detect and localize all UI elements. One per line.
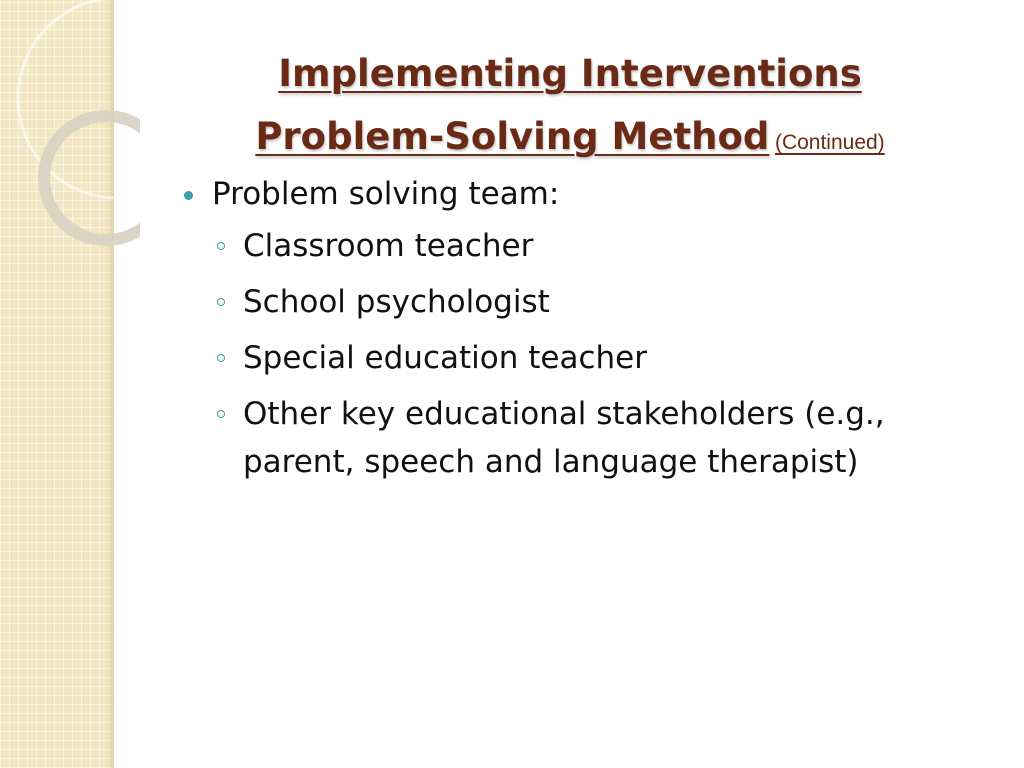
hollow-circle-bullet-icon — [217, 410, 225, 418]
list-item-text: Other key educational stakeholders (e.g., parent, speech and language therapist) — [243, 396, 885, 480]
sub-bullet-list — [214, 222, 984, 486]
list-item — [214, 222, 984, 270]
bullet-list — [184, 170, 984, 494]
list-item — [214, 390, 984, 486]
list-item — [214, 334, 984, 382]
filled-circle-bullet-icon — [184, 191, 193, 200]
title-continued-label: (Continued) — [774, 131, 885, 154]
decorative-circle-large — [18, 0, 140, 198]
hollow-circle-bullet-icon — [217, 242, 225, 250]
slide-title — [150, 46, 990, 172]
list-item — [214, 278, 984, 326]
list-item-text: Classroom teacher — [243, 228, 534, 264]
list-item-text: School psychologist — [243, 284, 550, 320]
hollow-circle-bullet-icon — [217, 298, 225, 306]
list-item-text: Special education teacher — [243, 340, 647, 376]
list-item-level-1 — [184, 170, 984, 218]
title-line-2: Problem-Solving Method — [255, 115, 770, 158]
list-heading-text: Problem solving team: — [212, 176, 560, 212]
hollow-circle-bullet-icon — [217, 354, 225, 362]
title-line-1: Implementing Interventions — [278, 52, 862, 95]
decorative-circles — [0, 0, 140, 260]
